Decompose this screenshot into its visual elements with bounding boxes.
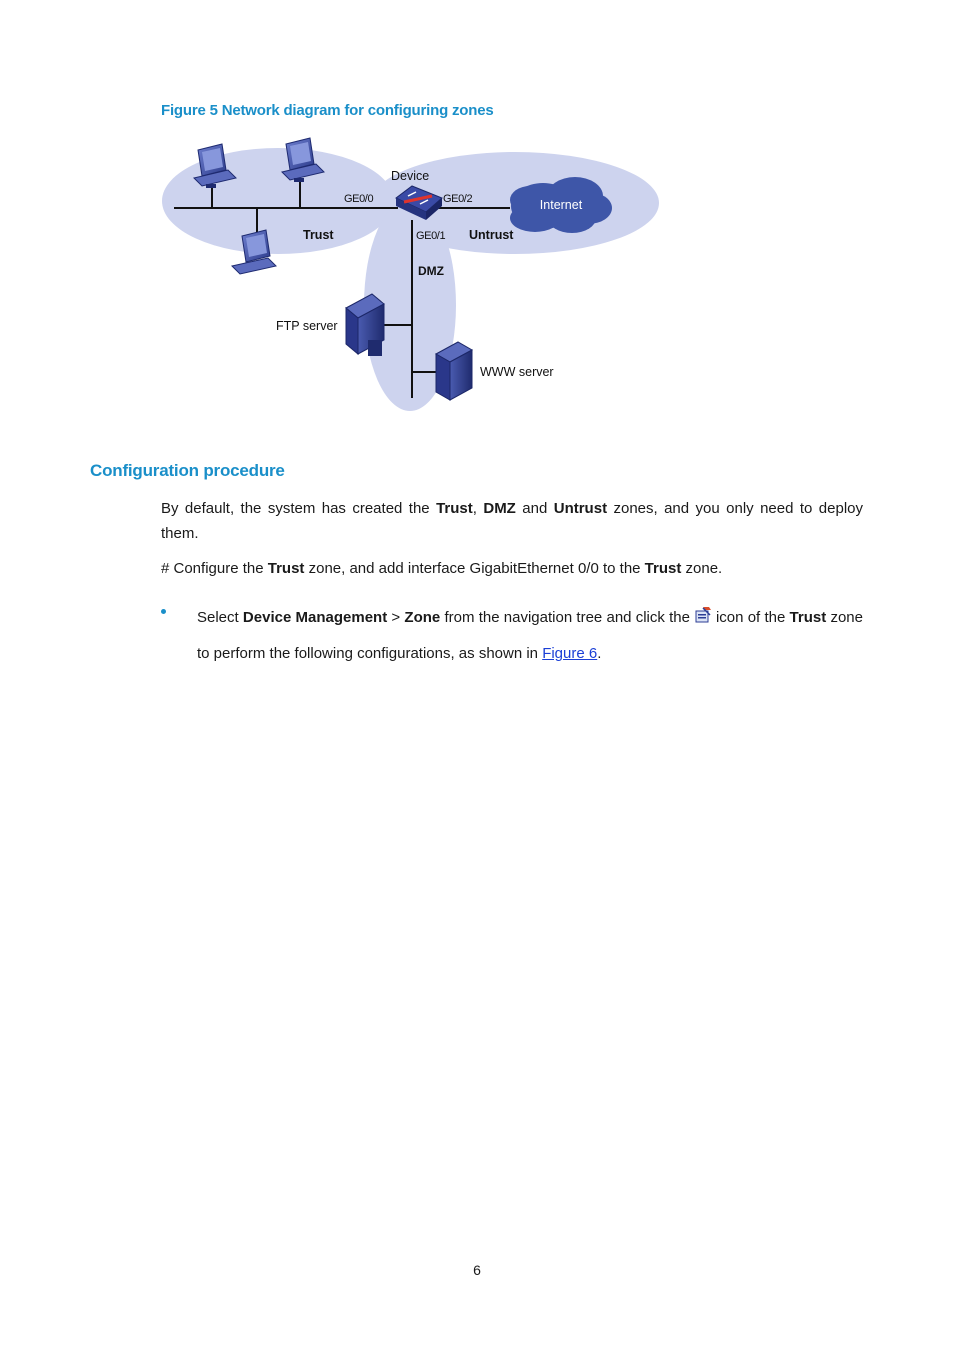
- www-server-icon: [436, 342, 472, 400]
- paragraph-default-zones: By default, the system has created the Trust, DMZ and Untrust zones, and you only need to deploy them.: [161, 500, 863, 542]
- trust-label: Trust: [303, 228, 334, 242]
- page-number: 6: [473, 1262, 481, 1278]
- section-heading: Configuration procedure: [90, 461, 285, 480]
- ge00-label: GE0/0: [344, 193, 374, 205]
- paragraph-configure-trust: # Configure the Trust zone, and add interface GigabitEthernet 0/0 to the Trust zone.: [161, 560, 723, 577]
- dmz-label: DMZ: [418, 264, 444, 278]
- internet-label: Internet: [539, 198, 583, 212]
- network-diagram: [150, 128, 670, 418]
- www-server-label: WWW server: [480, 365, 554, 379]
- edit-zone-icon: [694, 606, 712, 624]
- ftp-server-label: FTP server: [276, 319, 338, 333]
- ftp-server-icon: [346, 294, 384, 356]
- untrust-label: Untrust: [469, 228, 514, 242]
- device-label: Device: [391, 169, 430, 183]
- ge02-label: GE0/2: [443, 193, 473, 205]
- ge01-label: GE0/1: [416, 230, 446, 242]
- figure-caption: Figure 5 Network diagram for configuring zones: [161, 102, 494, 119]
- bullet-point: [161, 609, 166, 614]
- bullet-instruction: Select Device Management > Zone from the navigation tree and click the icon of the Trust zone to perform the following configurations, as shown in Figure 6.: [197, 600, 863, 672]
- figure-6-link[interactable]: Figure 6: [542, 645, 598, 662]
